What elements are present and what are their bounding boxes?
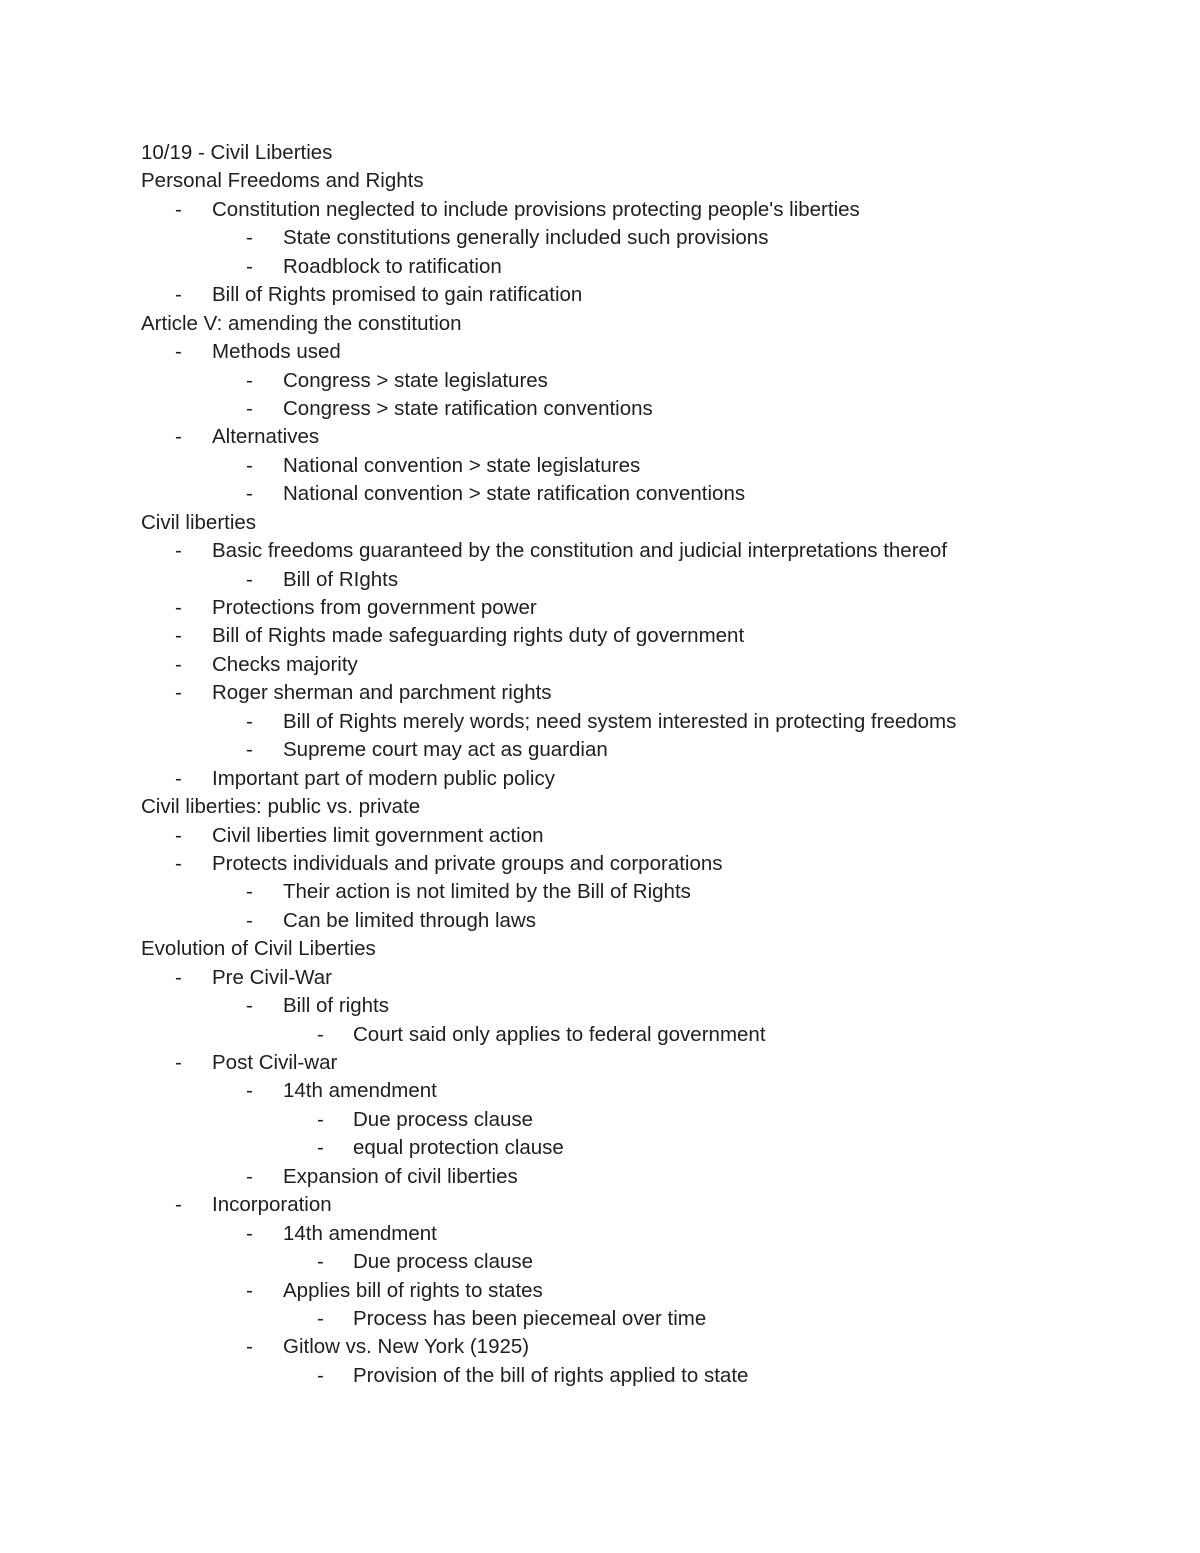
bullet-item bbox=[141, 196, 1141, 224]
bullet-dash: - bbox=[246, 1335, 253, 1359]
bullet-dash: - bbox=[246, 994, 253, 1018]
bullet-text: Important part of modern public policy bbox=[212, 766, 555, 790]
bullet-text: Bill of Rights merely words; need system interested in protecting freedoms bbox=[283, 709, 957, 733]
bullet-dash: - bbox=[175, 1051, 182, 1074]
heading-text: Evolution of Civil Liberties bbox=[141, 937, 376, 961]
section-heading bbox=[141, 167, 1141, 195]
bullet-text: Constitution neglected to include provisions protecting people's liberties bbox=[212, 197, 860, 221]
bullet-text: Gitlow vs. New York (1925) bbox=[283, 1335, 530, 1359]
bullet-item bbox=[141, 566, 1141, 594]
bullet-dash: - bbox=[246, 1221, 253, 1245]
bullet-item bbox=[141, 537, 1141, 565]
bullet-dash: - bbox=[246, 880, 253, 904]
bullet-text: National convention > state legislatures bbox=[283, 453, 641, 477]
bullet-dash: - bbox=[317, 1250, 324, 1274]
bullet-dash: - bbox=[246, 396, 253, 420]
bullet-item bbox=[141, 679, 1141, 707]
bullet-item bbox=[141, 423, 1141, 451]
bullet-text: equal protection clause bbox=[353, 1136, 564, 1160]
bullet-text: Roadblock to ratification bbox=[283, 254, 502, 278]
heading-text: Article V: amending the constitution bbox=[141, 311, 462, 335]
bullet-item bbox=[141, 850, 1141, 878]
bullet-item bbox=[141, 1163, 1141, 1191]
section-heading bbox=[141, 935, 1141, 963]
bullet-dash: - bbox=[175, 425, 182, 449]
bullet-dash: - bbox=[317, 1022, 324, 1046]
bullet-dash: - bbox=[175, 851, 182, 875]
bullet-dash: - bbox=[175, 340, 182, 364]
bullet-text: Congress > state legislatures bbox=[283, 368, 548, 392]
bullet-dash: - bbox=[246, 226, 253, 250]
bullet-item bbox=[141, 1134, 1141, 1162]
bullet-item bbox=[141, 822, 1141, 850]
bullet-dash: - bbox=[175, 283, 182, 307]
bullet-text: Alternatives bbox=[212, 425, 320, 449]
bullet-dash: - bbox=[246, 908, 253, 932]
bullet-item bbox=[141, 907, 1141, 935]
bullet-text: Post Civil-war bbox=[212, 1051, 338, 1074]
bullet-dash: - bbox=[175, 766, 182, 790]
bullet-item bbox=[141, 1021, 1141, 1049]
bullet-text: Civil liberties limit government action bbox=[212, 823, 544, 847]
section-heading bbox=[141, 509, 1141, 537]
bullet-dash: - bbox=[246, 1164, 253, 1188]
bullet-item bbox=[141, 651, 1141, 679]
bullet-text: Can be limited through laws bbox=[283, 908, 536, 932]
bullet-text: Process has been piecemeal over time bbox=[353, 1306, 707, 1330]
bullet-dash: - bbox=[175, 823, 182, 847]
bullet-text: Applies bill of rights to states bbox=[283, 1278, 543, 1302]
bullet-item bbox=[141, 1362, 1141, 1390]
bullet-item bbox=[141, 1220, 1141, 1248]
bullet-text: Protects individuals and private groups and corporations bbox=[212, 851, 723, 875]
bullet-item bbox=[141, 452, 1141, 480]
section-heading bbox=[141, 310, 1141, 338]
bullet-item bbox=[141, 878, 1141, 906]
bullet-dash: - bbox=[175, 596, 182, 619]
bullet-text: Bill of Rights promised to gain ratification bbox=[212, 283, 583, 307]
bullet-text: Their action is not limited by the Bill of Rights bbox=[283, 880, 691, 904]
bullet-text: Bill of RIghts bbox=[283, 567, 399, 591]
bullet-item bbox=[141, 1333, 1141, 1361]
bullet-text: 14th amendment bbox=[283, 1221, 437, 1245]
heading-text: Civil liberties bbox=[141, 510, 257, 534]
bullet-item bbox=[141, 281, 1141, 309]
section-heading bbox=[141, 793, 1141, 821]
heading-text: Civil liberties: public vs. private bbox=[141, 795, 421, 819]
heading-text: Personal Freedoms and Rights bbox=[141, 169, 424, 193]
bullet-item bbox=[141, 708, 1141, 736]
bullet-dash: - bbox=[175, 965, 182, 989]
bullet-item bbox=[141, 992, 1141, 1020]
bullet-item bbox=[141, 1277, 1141, 1305]
bullet-item bbox=[141, 594, 1141, 622]
bullet-dash: - bbox=[175, 1193, 182, 1217]
heading-text: 10/19 - Civil Liberties bbox=[141, 141, 333, 164]
bullet-item bbox=[141, 1191, 1141, 1219]
bullet-text: Incorporation bbox=[212, 1193, 332, 1217]
bullet-dash: - bbox=[317, 1136, 324, 1160]
bullet-text: 14th amendment bbox=[283, 1079, 437, 1103]
bullet-dash: - bbox=[175, 197, 182, 221]
bullet-dash: - bbox=[317, 1363, 324, 1387]
bullet-item bbox=[141, 253, 1141, 281]
bullet-dash: - bbox=[175, 624, 182, 648]
bullet-text: Methods used bbox=[212, 340, 341, 364]
bullet-dash: - bbox=[246, 254, 253, 278]
bullet-dash: - bbox=[317, 1306, 324, 1330]
bullet-text: State constitutions generally included such provisions bbox=[283, 226, 769, 250]
bullet-text: Checks majority bbox=[212, 652, 358, 676]
bullet-dash: - bbox=[317, 1107, 324, 1131]
bullet-text: Basic freedoms guaranteed by the constitution and judicial interpretations thereof bbox=[212, 539, 948, 563]
bullet-dash: - bbox=[246, 482, 253, 506]
bullet-text: Due process clause bbox=[353, 1107, 534, 1131]
bullet-text: Provision of the bill of rights applied to state bbox=[353, 1363, 749, 1387]
section-heading bbox=[141, 139, 1141, 167]
bullet-item bbox=[141, 1305, 1141, 1333]
bullet-text: National convention > state ratification conventions bbox=[283, 482, 746, 506]
bullet-text: Congress > state ratification conventions bbox=[283, 396, 653, 420]
bullet-item bbox=[141, 622, 1141, 650]
bullet-item bbox=[141, 1248, 1141, 1276]
bullet-text: Bill of rights bbox=[283, 994, 389, 1018]
bullet-text: Bill of Rights made safeguarding rights duty of government bbox=[212, 624, 745, 648]
bullet-text: Due process clause bbox=[353, 1250, 534, 1274]
bullet-dash: - bbox=[246, 368, 253, 392]
bullet-item bbox=[141, 367, 1141, 395]
bullet-dash: - bbox=[175, 539, 182, 563]
bullet-item bbox=[141, 338, 1141, 366]
bullet-item bbox=[141, 964, 1141, 992]
bullet-item bbox=[141, 736, 1141, 764]
document-body bbox=[141, 139, 1141, 1390]
bullet-dash: - bbox=[246, 709, 253, 733]
bullet-item bbox=[141, 224, 1141, 252]
bullet-text: Pre Civil-War bbox=[212, 965, 332, 989]
bullet-text: Supreme court may act as guardian bbox=[283, 738, 608, 762]
bullet-text: Court said only applies to federal government bbox=[353, 1022, 766, 1046]
bullet-item bbox=[141, 765, 1141, 793]
bullet-item bbox=[141, 1049, 1141, 1077]
bullet-text: Protections from government power bbox=[212, 596, 537, 619]
bullet-dash: - bbox=[175, 681, 182, 705]
bullet-item bbox=[141, 1077, 1141, 1105]
bullet-dash: - bbox=[246, 567, 253, 591]
bullet-dash: - bbox=[246, 453, 253, 477]
bullet-dash: - bbox=[175, 652, 182, 676]
bullet-dash: - bbox=[246, 1079, 253, 1103]
bullet-dash: - bbox=[246, 1278, 253, 1302]
bullet-text: Roger sherman and parchment rights bbox=[212, 681, 552, 705]
bullet-item bbox=[141, 480, 1141, 508]
bullet-dash: - bbox=[246, 738, 253, 762]
bullet-text: Expansion of civil liberties bbox=[283, 1164, 518, 1188]
bullet-item bbox=[141, 1106, 1141, 1134]
bullet-item bbox=[141, 395, 1141, 423]
